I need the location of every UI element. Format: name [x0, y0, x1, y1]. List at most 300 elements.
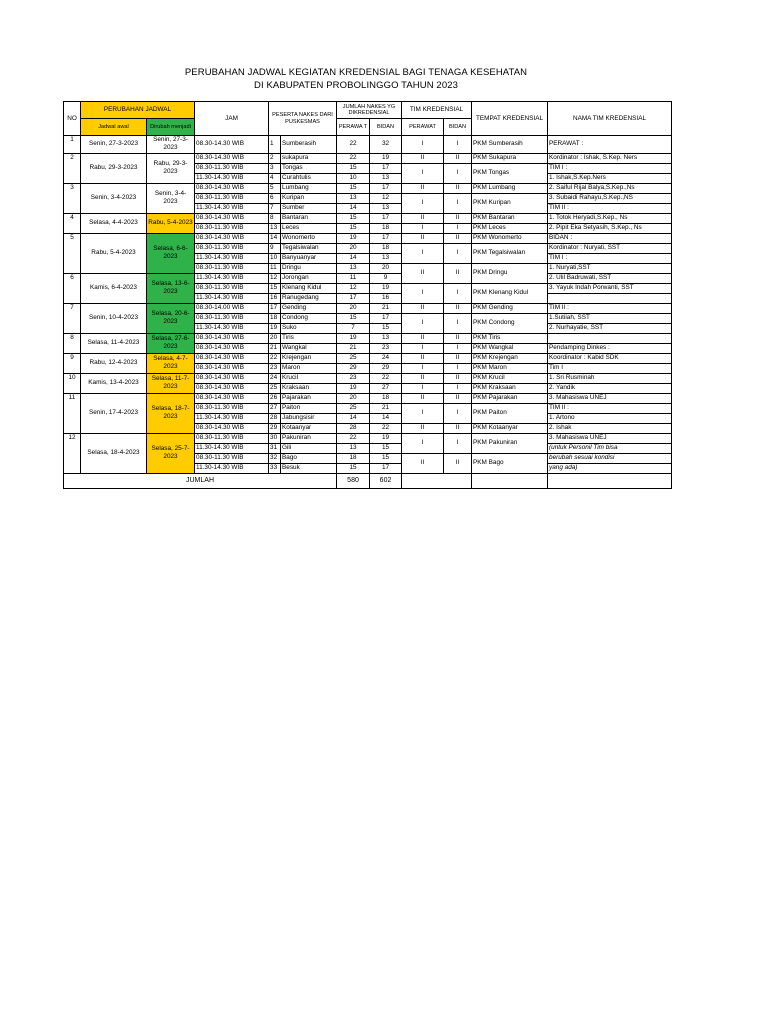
empty-cell	[472, 473, 548, 488]
total-perawat: 580	[337, 473, 370, 488]
jam-cell: 11.30-14.30 WIB	[195, 203, 269, 213]
bidan-count: 18	[370, 393, 402, 403]
puskesmas-name: Sumber	[281, 203, 337, 213]
peserta-number: 16	[269, 293, 281, 303]
jam-cell: 08.30-14.30 WIB	[195, 213, 269, 223]
jam-cell: 08.30-14.30 WIB	[195, 183, 269, 193]
tempat-kredensial: PKM Sukapura	[472, 153, 548, 163]
tim-bidan: I	[444, 283, 472, 303]
tim-perawat: II	[402, 213, 444, 223]
tim-perawat: I	[402, 343, 444, 353]
perawat-count: 25	[337, 403, 370, 413]
tim-bidan: I	[444, 243, 472, 263]
bidan-count: 13	[370, 253, 402, 263]
table-row	[64, 393, 672, 403]
peserta-number: 23	[269, 363, 281, 373]
jam-cell: 08.30-14.30 WIB	[195, 136, 269, 154]
tim-bidan: I	[444, 343, 472, 353]
bidan-count: 20	[370, 263, 402, 273]
dirubah-menjadi-date: Selasa, 27-6-2023	[147, 333, 195, 353]
tim-bidan: II	[444, 153, 472, 163]
empty-cell	[548, 473, 672, 488]
tim-bidan: II	[444, 353, 472, 363]
bidan-count: 22	[370, 373, 402, 383]
header-tempat-kredensial: TEMPAT KREDENSIAL	[472, 102, 548, 136]
nama-tim-line: 1. Artono	[548, 413, 672, 423]
puskesmas-name: Pajarakan	[281, 393, 337, 403]
perawat-count: 14	[337, 203, 370, 213]
perawat-count: 17	[337, 293, 370, 303]
row-number: 2	[64, 153, 81, 183]
perawat-count: 15	[337, 223, 370, 233]
perawat-count: 11	[337, 273, 370, 283]
document-title-line-1: PERUBAHAN JADWAL KEGIATAN KREDENSIAL BAGI TENAGA KESEHATAN	[184, 67, 528, 78]
peserta-number: 25	[269, 383, 281, 393]
tempat-kredensial: PKM Krucil	[472, 373, 548, 383]
jadwal-awal-date: Senin, 10-4-2023	[81, 303, 147, 333]
bidan-count: 17	[370, 213, 402, 223]
nama-tim-line: 2. Saiful Rijal Balya,S.Kep.,Ns	[548, 183, 672, 193]
puskesmas-name: Besuk	[281, 463, 337, 473]
dirubah-menjadi-date: Selasa, 4-7-2023	[147, 353, 195, 373]
jam-cell: 08.30-11.30 WIB	[195, 313, 269, 323]
jadwal-awal-date: Senin, 27-3-2023	[81, 136, 147, 154]
schedule-table	[63, 101, 672, 489]
tim-perawat: I	[402, 313, 444, 333]
peserta-number: 7	[269, 203, 281, 213]
tim-bidan: II	[444, 423, 472, 433]
jam-cell: 11.30-14.30 WIB	[195, 443, 269, 453]
header-jadwal-awal: Jadwal awal	[81, 119, 147, 136]
perawat-count: 14	[337, 413, 370, 423]
jadwal-awal-date: Rabu, 12-4-2023	[81, 353, 147, 373]
tim-perawat: II	[402, 373, 444, 383]
jadwal-awal-date: Rabu, 29-3-2023	[81, 153, 147, 183]
perawat-count: 13	[337, 443, 370, 453]
tim-bidan: II	[444, 233, 472, 243]
tim-bidan: I	[444, 383, 472, 393]
document-title-line-2: DI KABUPATEN PROBOLINGGO TAHUN 2023	[254, 80, 458, 91]
header-jumlah-nakes: JUMLAH NAKES YG DIKREDENSIAL	[337, 102, 402, 119]
nama-tim-line: berubah sesuai kondisi	[548, 453, 672, 463]
tim-bidan: I	[444, 433, 472, 453]
bidan-count: 17	[370, 313, 402, 323]
tim-bidan: II	[444, 373, 472, 383]
bidan-count: 27	[370, 383, 402, 393]
puskesmas-name: Condong	[281, 313, 337, 323]
tim-perawat: II	[402, 333, 444, 343]
nama-tim-line: Tim I	[548, 363, 672, 373]
dirubah-menjadi-date: Senin, 3-4-2023	[147, 183, 195, 213]
tim-bidan: II	[444, 453, 472, 473]
tempat-kredensial: PKM Kuripan	[472, 193, 548, 213]
tim-perawat: II	[402, 153, 444, 163]
jam-cell: 11.30-14.30 WIB	[195, 323, 269, 333]
tempat-kredensial: PKM Bantaran	[472, 213, 548, 223]
tim-perawat: II	[402, 453, 444, 473]
puskesmas-name: Kotaanyar	[281, 423, 337, 433]
nama-tim-line: Kordinator : Nuryati, SST	[548, 243, 672, 253]
bidan-count: 21	[370, 303, 402, 313]
puskesmas-name: Dringu	[281, 263, 337, 273]
jam-cell: 08.30-14.30 WIB	[195, 233, 269, 243]
nama-tim-line: 2. Pipit Eka Setyasih, S.Kep., Ns	[548, 223, 672, 233]
total-label: JUMLAH	[64, 473, 337, 488]
peserta-number: 9	[269, 243, 281, 253]
puskesmas-name: Tongas	[281, 163, 337, 173]
puskesmas-name: Krejengan	[281, 353, 337, 363]
puskesmas-name: sukapura	[281, 153, 337, 163]
row-number: 3	[64, 183, 81, 213]
peserta-number: 17	[269, 303, 281, 313]
tim-perawat: I	[402, 433, 444, 453]
nama-tim-line: BIDAN :	[548, 233, 672, 243]
header-bidan-team: BIDAN	[444, 119, 472, 136]
dirubah-menjadi-date: Selasa, 25-7-2023	[147, 433, 195, 473]
puskesmas-name: Jabungsisir	[281, 413, 337, 423]
dirubah-menjadi-date: Rabu, 5-4-2023	[147, 213, 195, 233]
bidan-count: 13	[370, 203, 402, 213]
nama-tim-line: 2. Ishak	[548, 423, 672, 433]
bidan-count: 17	[370, 183, 402, 193]
tempat-kredensial: PKM Tongas	[472, 163, 548, 183]
peserta-number: 8	[269, 213, 281, 223]
bidan-count: 22	[370, 423, 402, 433]
header-tim-kredensial: TIM KREDENSIAL	[402, 102, 472, 119]
jam-cell: 08.30-11.30 WIB	[195, 283, 269, 293]
peserta-number: 20	[269, 333, 281, 343]
perawat-count: 28	[337, 423, 370, 433]
puskesmas-name: Banyuanyar	[281, 253, 337, 263]
tim-bidan: I	[444, 223, 472, 233]
nama-tim-line: 1. Sri Rusminah	[548, 373, 672, 383]
tim-bidan: I	[444, 313, 472, 333]
puskesmas-name: Leces	[281, 223, 337, 233]
tim-bidan: II	[444, 183, 472, 193]
peserta-number: 19	[269, 323, 281, 333]
nama-tim-line	[548, 293, 672, 303]
bidan-count: 23	[370, 343, 402, 353]
puskesmas-name: Paiton	[281, 403, 337, 413]
perawat-count: 19	[337, 333, 370, 343]
tempat-kredensial: PKM Kotaanyar	[472, 423, 548, 433]
jam-cell: 11.30-14.30 WIB	[195, 413, 269, 423]
tim-perawat: I	[402, 193, 444, 213]
row-number: 1	[64, 136, 81, 154]
tim-bidan: I	[444, 403, 472, 423]
peserta-number: 22	[269, 353, 281, 363]
dirubah-menjadi-date: Selasa, 6-6-2023	[147, 233, 195, 273]
bidan-count: 15	[370, 323, 402, 333]
bidan-count: 32	[370, 136, 402, 154]
dirubah-menjadi-date: Senin, 27-3-2023	[147, 136, 195, 154]
tempat-kredensial: PKM Wonomerto	[472, 233, 548, 243]
tim-bidan: I	[444, 163, 472, 183]
perawat-count: 19	[337, 383, 370, 393]
perawat-count: 22	[337, 433, 370, 443]
peserta-number: 1	[269, 136, 281, 154]
jam-cell: 08.30-11.30 WIB	[195, 163, 269, 173]
tim-bidan: II	[444, 213, 472, 223]
jam-cell: 08.30-11.30 WIB	[195, 453, 269, 463]
row-number: 6	[64, 273, 81, 303]
table-row	[64, 433, 672, 443]
jam-cell: 08.30-14.00 WIB	[195, 303, 269, 313]
bidan-count: 17	[370, 233, 402, 243]
jam-cell: 08.30-11.30 WIB	[195, 403, 269, 413]
header-bidan-count: BIDAN	[370, 119, 402, 136]
puskesmas-name: Maron	[281, 363, 337, 373]
bidan-count: 18	[370, 243, 402, 253]
tempat-kredensial: PKM Lumbang	[472, 183, 548, 193]
row-number: 11	[64, 393, 81, 433]
tempat-kredensial: PKM Pajarakan	[472, 393, 548, 403]
peserta-number: 12	[269, 273, 281, 283]
tempat-kredensial: PKM Maron	[472, 363, 548, 373]
bidan-count: 15	[370, 443, 402, 453]
jam-cell: 11.30-14.30 WIB	[195, 463, 269, 473]
dirubah-menjadi-date: Rabu, 29-3-2023	[147, 153, 195, 183]
peserta-number: 21	[269, 343, 281, 353]
tim-bidan: I	[444, 363, 472, 373]
nama-tim-line: 1. Nuryati,SST	[548, 263, 672, 273]
peserta-number: 27	[269, 403, 281, 413]
jadwal-awal-date: Senin, 17-4-2023	[81, 393, 147, 433]
row-number: 7	[64, 303, 81, 333]
header-peserta: PESERTA NAKES DARI PUSKESMAS	[269, 102, 337, 136]
dirubah-menjadi-date: Selasa, 11-7-2023	[147, 373, 195, 393]
row-number: 5	[64, 233, 81, 273]
puskesmas-name: Lumbang	[281, 183, 337, 193]
tim-bidan: I	[444, 193, 472, 213]
bidan-count: 17	[370, 463, 402, 473]
jam-cell: 11.30-14.30 WIB	[195, 253, 269, 263]
row-number: 12	[64, 433, 81, 473]
bidan-count: 13	[370, 173, 402, 183]
tim-perawat: II	[402, 233, 444, 243]
jadwal-awal-date: Kamis, 13-4-2023	[81, 373, 147, 393]
perawat-count: 15	[337, 183, 370, 193]
tim-perawat: I	[402, 243, 444, 263]
peserta-number: 14	[269, 233, 281, 243]
jam-cell: 08.30-14.30 WIB	[195, 333, 269, 343]
nama-tim-line: 2. Ulil Badruwati, SST	[548, 273, 672, 283]
jadwal-awal-date: Senin, 3-4-2023	[81, 183, 147, 213]
peserta-number: 32	[269, 453, 281, 463]
tempat-kredensial: PKM Bago	[472, 453, 548, 473]
nama-tim-line: 1.Sutiiah, SST	[548, 313, 672, 323]
peserta-number: 24	[269, 373, 281, 383]
peserta-number: 13	[269, 223, 281, 233]
tempat-kredensial: PKM Krejengan	[472, 353, 548, 363]
peserta-number: 3	[269, 163, 281, 173]
bidan-count: 19	[370, 433, 402, 443]
perawat-count: 13	[337, 263, 370, 273]
peserta-number: 26	[269, 393, 281, 403]
jam-cell: 08.30-11.30 WIB	[195, 243, 269, 253]
table-row	[64, 273, 672, 283]
jam-cell: 08.30-14.30 WIB	[195, 383, 269, 393]
jadwal-awal-date: Selasa, 18-4-2023	[81, 433, 147, 473]
puskesmas-name: Suko	[281, 323, 337, 333]
perawat-count: 7	[337, 323, 370, 333]
peserta-number: 15	[269, 283, 281, 293]
peserta-number: 33	[269, 463, 281, 473]
tim-bidan: I	[444, 136, 472, 154]
bidan-count: 9	[370, 273, 402, 283]
dirubah-menjadi-date: Selasa, 18-7-2023	[147, 393, 195, 433]
tempat-kredensial: PKM Klenang Kidul	[472, 283, 548, 303]
perawat-count: 10	[337, 173, 370, 183]
tim-perawat: I	[402, 363, 444, 373]
bidan-count: 17	[370, 163, 402, 173]
jadwal-awal-date: Selasa, 4-4-2023	[81, 213, 147, 233]
nama-tim-line: TIM I :	[548, 163, 672, 173]
table-row	[64, 153, 672, 163]
total-bidan: 602	[370, 473, 402, 488]
bidan-count: 15	[370, 453, 402, 463]
tempat-kredensial: PKM Sumberasih	[472, 136, 548, 154]
tim-perawat: II	[402, 303, 444, 313]
header-jam: JAM	[195, 102, 269, 136]
jam-cell: 08.30-14.30 WIB	[195, 423, 269, 433]
dirubah-menjadi-date: Selasa, 13-6-2023	[147, 273, 195, 303]
table-row	[64, 303, 672, 313]
jadwal-awal-date: Kamis, 6-4-2023	[81, 273, 147, 303]
nama-tim-line: 3. Subaidi Rahayu,S.Kep.,NS	[548, 193, 672, 203]
tim-perawat: I	[402, 403, 444, 423]
row-number: 8	[64, 333, 81, 353]
perawat-count: 20	[337, 243, 370, 253]
tempat-kredensial: PKM Tiris	[472, 333, 548, 343]
nama-tim-line: PERAWAT :	[548, 136, 672, 154]
nama-tim-line: Pendamping Dinkes :	[548, 343, 672, 353]
bidan-count: 12	[370, 193, 402, 203]
jam-cell: 08.30-11.30 WIB	[195, 263, 269, 273]
table-row	[64, 136, 672, 154]
header-no: NO	[64, 102, 81, 136]
peserta-number: 2	[269, 153, 281, 163]
peserta-number: 4	[269, 173, 281, 183]
puskesmas-name: Kraksaan	[281, 383, 337, 393]
tempat-kredensial: PKM Condong	[472, 313, 548, 333]
perawat-count: 13	[337, 193, 370, 203]
tim-perawat: II	[402, 183, 444, 193]
table-row	[64, 333, 672, 343]
jam-cell: 11.30-14.30 WIB	[195, 173, 269, 183]
tim-bidan: II	[444, 333, 472, 343]
peserta-number: 6	[269, 193, 281, 203]
bidan-count: 21	[370, 403, 402, 413]
perawat-count: 22	[337, 136, 370, 154]
jam-cell: 08.30-11.30 WIB	[195, 223, 269, 233]
tempat-kredensial: PKM Pakuniran	[472, 433, 548, 453]
tim-perawat: I	[402, 163, 444, 183]
tempat-kredensial: PKM Tegalsiwalan	[472, 243, 548, 263]
tempat-kredensial: PKM Dringu	[472, 263, 548, 283]
tim-perawat: II	[402, 423, 444, 433]
tim-perawat: I	[402, 383, 444, 393]
nama-tim-line: 2. Yandik	[548, 383, 672, 393]
puskesmas-name: Sumberasih	[281, 136, 337, 154]
perawat-count: 19	[337, 233, 370, 243]
puskesmas-name: Gili	[281, 443, 337, 453]
table-row	[64, 213, 672, 223]
nama-tim-line: Kordinator : Ishak, S.Kep. Ners	[548, 153, 672, 163]
puskesmas-name: Curahtulis	[281, 173, 337, 183]
jadwal-awal-date: Rabu, 5-4-2023	[81, 233, 147, 273]
bidan-count: 24	[370, 353, 402, 363]
tim-perawat: II	[402, 263, 444, 283]
nama-tim-line: TIM II :	[548, 303, 672, 313]
jam-cell: 08.30-14.30 WIB	[195, 153, 269, 163]
peserta-number: 30	[269, 433, 281, 443]
tim-bidan: II	[444, 263, 472, 283]
table-row	[64, 183, 672, 193]
header-perubahan-jadwal: PERUBAHAN JADWAL	[81, 102, 195, 119]
jam-cell: 08.30-14.30 WIB	[195, 343, 269, 353]
jam-cell: 08.30-14.30 WIB	[195, 393, 269, 403]
puskesmas-name: Wangkal	[281, 343, 337, 353]
jadwal-awal-date: Selasa, 11-4-2023	[81, 333, 147, 353]
nama-tim-line: 3. Yayuk Indah Porwanti, SST	[548, 283, 672, 293]
tempat-kredensial: PKM Gending	[472, 303, 548, 313]
row-number: 9	[64, 353, 81, 373]
nama-tim-line: 3. Mahasiswa UNEJ	[548, 433, 672, 443]
perawat-count: 22	[337, 153, 370, 163]
header-dirubah-menjadi: Dirubah menjadi	[147, 119, 195, 136]
tim-perawat: II	[402, 393, 444, 403]
header-perawat-team: PERAWAT	[402, 119, 444, 136]
bidan-count: 13	[370, 333, 402, 343]
tim-perawat: I	[402, 223, 444, 233]
perawat-count: 20	[337, 303, 370, 313]
nama-tim-line: TIM II :	[548, 203, 672, 213]
perawat-count: 15	[337, 313, 370, 323]
nama-tim-line	[548, 333, 672, 343]
bidan-count: 16	[370, 293, 402, 303]
jam-cell: 11.30-14.30 WIB	[195, 293, 269, 303]
jam-cell: 08.30-11.30 WIB	[195, 193, 269, 203]
total-row	[64, 473, 672, 488]
header-perawat-count: PERAWA T	[337, 119, 370, 136]
peserta-number: 5	[269, 183, 281, 193]
perawat-count: 15	[337, 213, 370, 223]
nama-tim-line: (untuk Personil Tim bisa	[548, 443, 672, 453]
nama-tim-line: 2. Nurhayatie, SST	[548, 323, 672, 333]
perawat-count: 21	[337, 343, 370, 353]
bidan-count: 19	[370, 153, 402, 163]
puskesmas-name: Tegalsiwalan	[281, 243, 337, 253]
bidan-count: 14	[370, 413, 402, 423]
peserta-number: 18	[269, 313, 281, 323]
tempat-kredensial: PKM Paiton	[472, 403, 548, 423]
table-row	[64, 233, 672, 243]
perawat-count: 25	[337, 353, 370, 363]
peserta-number: 11	[269, 263, 281, 273]
puskesmas-name: Pakuniran	[281, 433, 337, 443]
puskesmas-name: Gending	[281, 303, 337, 313]
perawat-count: 12	[337, 283, 370, 293]
empty-cell	[402, 473, 472, 488]
peserta-number: 29	[269, 423, 281, 433]
perawat-count: 18	[337, 453, 370, 463]
row-number: 10	[64, 373, 81, 393]
nama-tim-line: 1. Totok Heryadi,S.Kep., Ns	[548, 213, 672, 223]
perawat-count: 20	[337, 393, 370, 403]
nama-tim-line: Koordinator : Kabid SDK	[548, 353, 672, 363]
table-row	[64, 353, 672, 363]
